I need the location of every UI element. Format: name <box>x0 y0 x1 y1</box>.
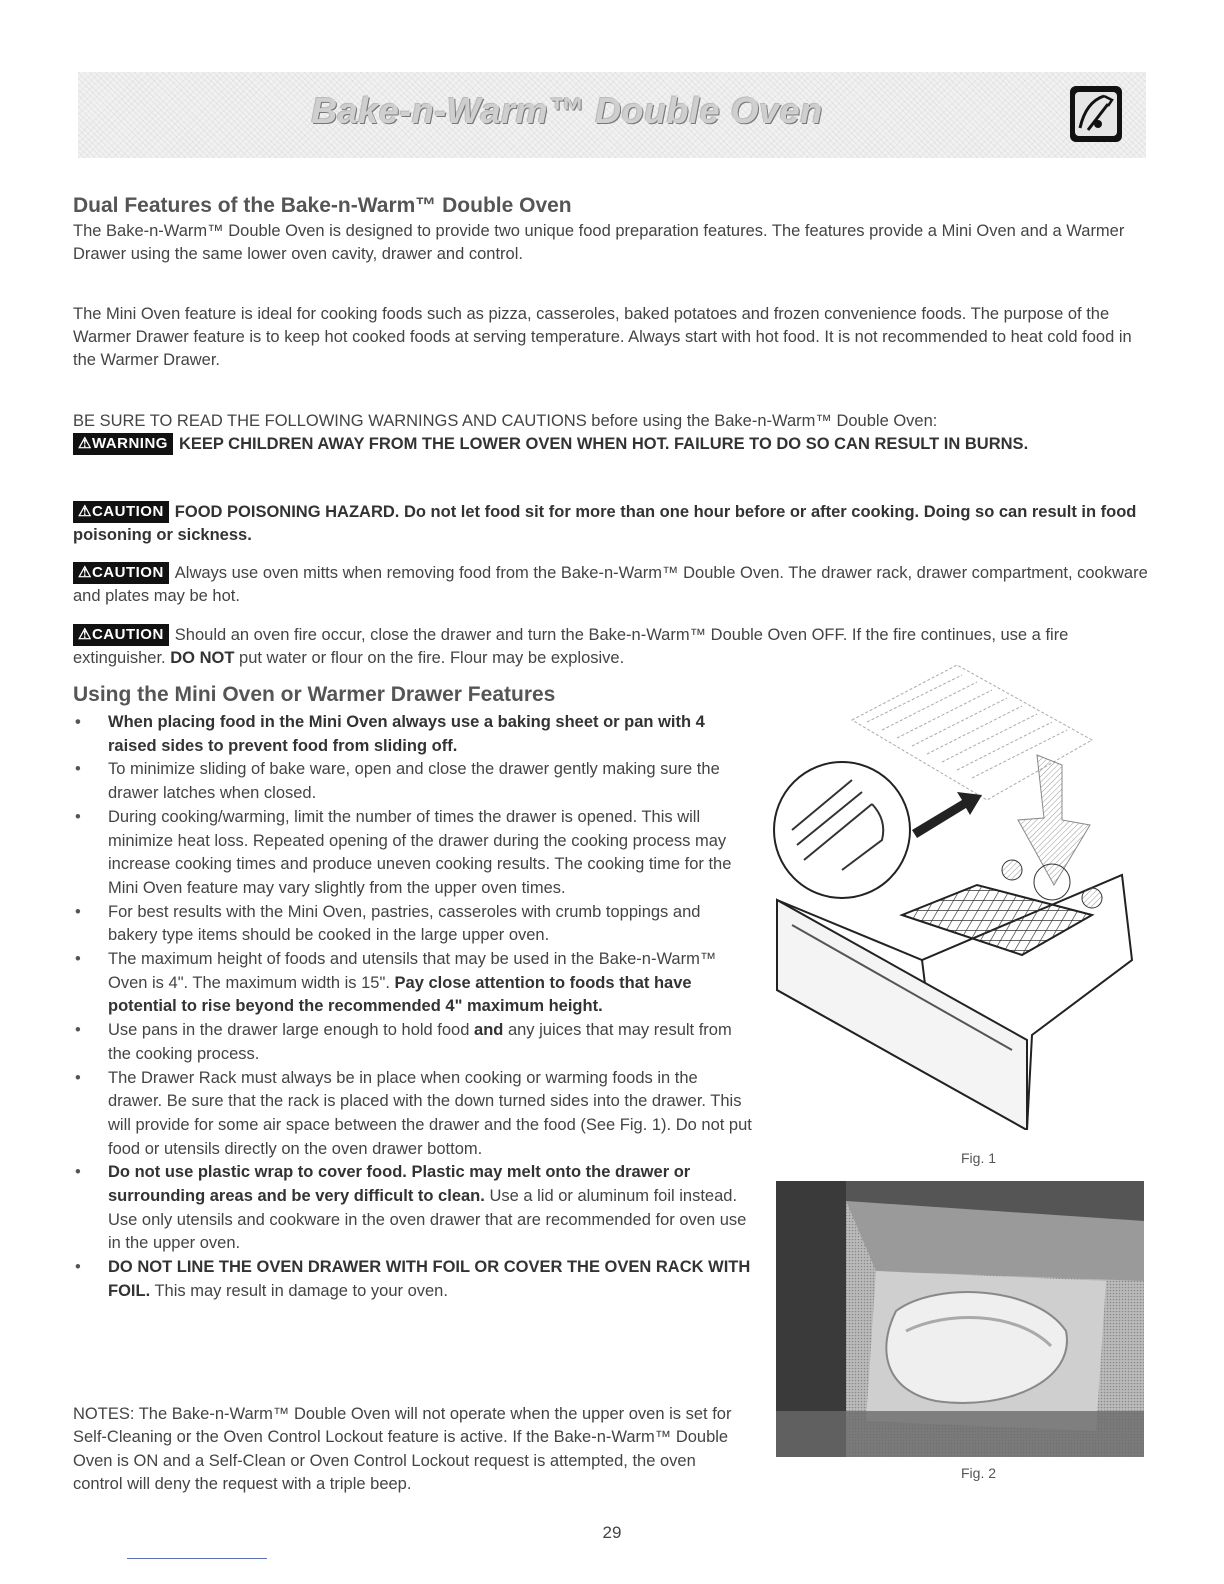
section-heading-dual-features: Dual Features of the Bake-n-Warm™ Double Oven <box>73 194 572 217</box>
bullet-text-bold: Pay close attention to foods that have potential to rise beyond the recommended 4" maximum height. <box>108 973 692 1016</box>
page-number: 29 <box>602 1523 622 1542</box>
list-item <box>73 901 753 948</box>
caution-badge: ⚠CAUTION <box>73 501 169 523</box>
page-banner <box>78 72 1146 158</box>
caution-oven-fire-text-b: DO NOT <box>170 649 235 667</box>
bullet-text: When placing food in the Mini Oven always use a baking sheet or pan with 4 raised sides to prevent food from sliding off. <box>108 713 705 755</box>
caution-badge: ⚠CAUTION <box>73 562 169 584</box>
bullet-text-bold: Do not use plastic wrap to cover food. Plastic may melt onto the drawer or surrounding areas and be very difficult to clean. <box>108 1163 691 1206</box>
list-item <box>73 1067 753 1162</box>
list-item <box>73 1161 753 1256</box>
footer-divider <box>127 1558 267 1559</box>
section-heading-using-features: Using the Mini Oven or Warmer Drawer Features <box>73 683 556 706</box>
list-item <box>73 948 753 1019</box>
list-item <box>73 711 753 758</box>
figure-caption-2: Fig. 2 <box>961 1465 997 1481</box>
bullet-text: For best results with the Mini Oven, pastries, casseroles with crumb toppings and bakery type items should be cooked in the large upper oven. <box>108 902 701 945</box>
bullet-text-bold: DO NOT LINE THE OVEN DRAWER WITH FOIL OR COVER THE OVEN RACK WITH FOIL. <box>108 1258 751 1300</box>
paragraph-mini-oven: The Mini Oven feature is ideal for cooking foods such as pizza, casseroles, baked potatoes and frozen convenience foods. The purpose of the Warmer Drawer feature is to keep hot cooked foods at serving temperature. Always start with hot food. It is not recommended to heat cold food in the Warmer Drawer. <box>73 305 1132 369</box>
bullet-text: Use pans in the drawer large enough to hold food <box>108 1021 470 1040</box>
caution-food-poisoning <box>73 501 1148 547</box>
read-warnings-line: BE SURE TO READ THE FOLLOWING WARNINGS AND CAUTIONS before using the Bake-n-Warm™ Double Oven: <box>73 412 938 430</box>
caution-badge: ⚠CAUTION <box>73 624 169 646</box>
caution-food-poisoning-text: FOOD POISONING HAZARD. Do not let food sit for more than one hour before or after cooking. Doing so can result in food poisoning or sickness. <box>73 503 1137 544</box>
warning-badge: ⚠WARNING <box>73 433 173 455</box>
bullet-text: This may result in damage to your oven. <box>154 1281 448 1300</box>
warning-children-text: KEEP CHILDREN AWAY FROM THE LOWER OVEN WHEN HOT. FAILURE TO DO SO CAN RESULT IN BURNS. <box>178 435 1029 453</box>
caution-oven-fire-text-c: put water or flour on the fire. Flour may be explosive. <box>239 649 625 667</box>
list-item <box>73 1256 753 1303</box>
list-item <box>73 758 753 805</box>
features-bullet-list <box>73 711 753 1304</box>
caution-oven-mitts <box>73 562 1148 608</box>
notes-paragraph: NOTES: The Bake-n-Warm™ Double Oven will not operate when the upper oven is set for Self-Cleaning or the Oven Control Lockout feature is active. If the Bake-n-Warm™ Double Oven is ON and a Self-Clean or Oven Control Lockout request is attempted, the oven control will deny the request with a triple beep. <box>73 1405 732 1494</box>
oven-cooking-icon <box>1068 84 1124 144</box>
bullet-text: any juices that may result from the cooking process. <box>108 1021 732 1063</box>
banner-title: Bake-n-Warm™ Double Oven <box>311 90 823 131</box>
bullet-text: During cooking/warming, limit the number of times the drawer is opened. This will minimize heat loss. Repeated opening of the drawer during the cooking process may increase cooking times and produce uneven cooking results. The cooking time for the Mini Oven feature may vary slightly from the upper oven times. <box>108 807 732 897</box>
bullet-text: The maximum height of foods and utensils that may be used in the Bake-n-Warm™ Oven is 4". The maximum width is 15". <box>108 950 717 992</box>
paragraph-intro: The Bake-n-Warm™ Double Oven is designed to provide two unique food preparation features. The features provide a Mini Oven and a Warmer Drawer using the same lower oven cavity, drawer and control. <box>73 222 1125 263</box>
list-item <box>73 1019 753 1066</box>
caution-oven-mitts-text: Always use oven mitts when removing food from the Bake-n-Warm™ Double Oven. The drawer rack, drawer compartment, cookware and plates may be hot. <box>73 564 1148 605</box>
drawer-food-photo <box>776 1181 1144 1457</box>
bullet-text: To minimize sliding of bake ware, open and close the drawer gently making sure the drawer latches when closed. <box>108 760 720 803</box>
list-item <box>73 806 753 901</box>
bullet-text: Use a lid or aluminum foil instead. Use only utensils and cookware in the oven drawer that are recommended for oven use in the upper oven. <box>108 1187 747 1253</box>
caution-oven-fire-text-a: Should an oven fire occur, close the drawer and turn the Bake-n-Warm™ Double Oven OFF. If the fire continues, use a fire extinguisher. <box>73 626 1069 667</box>
figure-caption-1: Fig. 1 <box>961 1150 997 1166</box>
drawer-rack-illustration <box>772 660 1144 1130</box>
warning-children <box>73 433 1148 456</box>
bullet-text: The Drawer Rack must always be in place when cooking or warming foods in the drawer. Be sure that the rack is placed with the down turned sides into the drawer. This will provide for some air space between the drawer and the food (See Fig. 1). Do not put food or utensils directly on the oven drawer bottom. <box>108 1068 752 1158</box>
bullet-text-bold: and <box>474 1021 504 1040</box>
